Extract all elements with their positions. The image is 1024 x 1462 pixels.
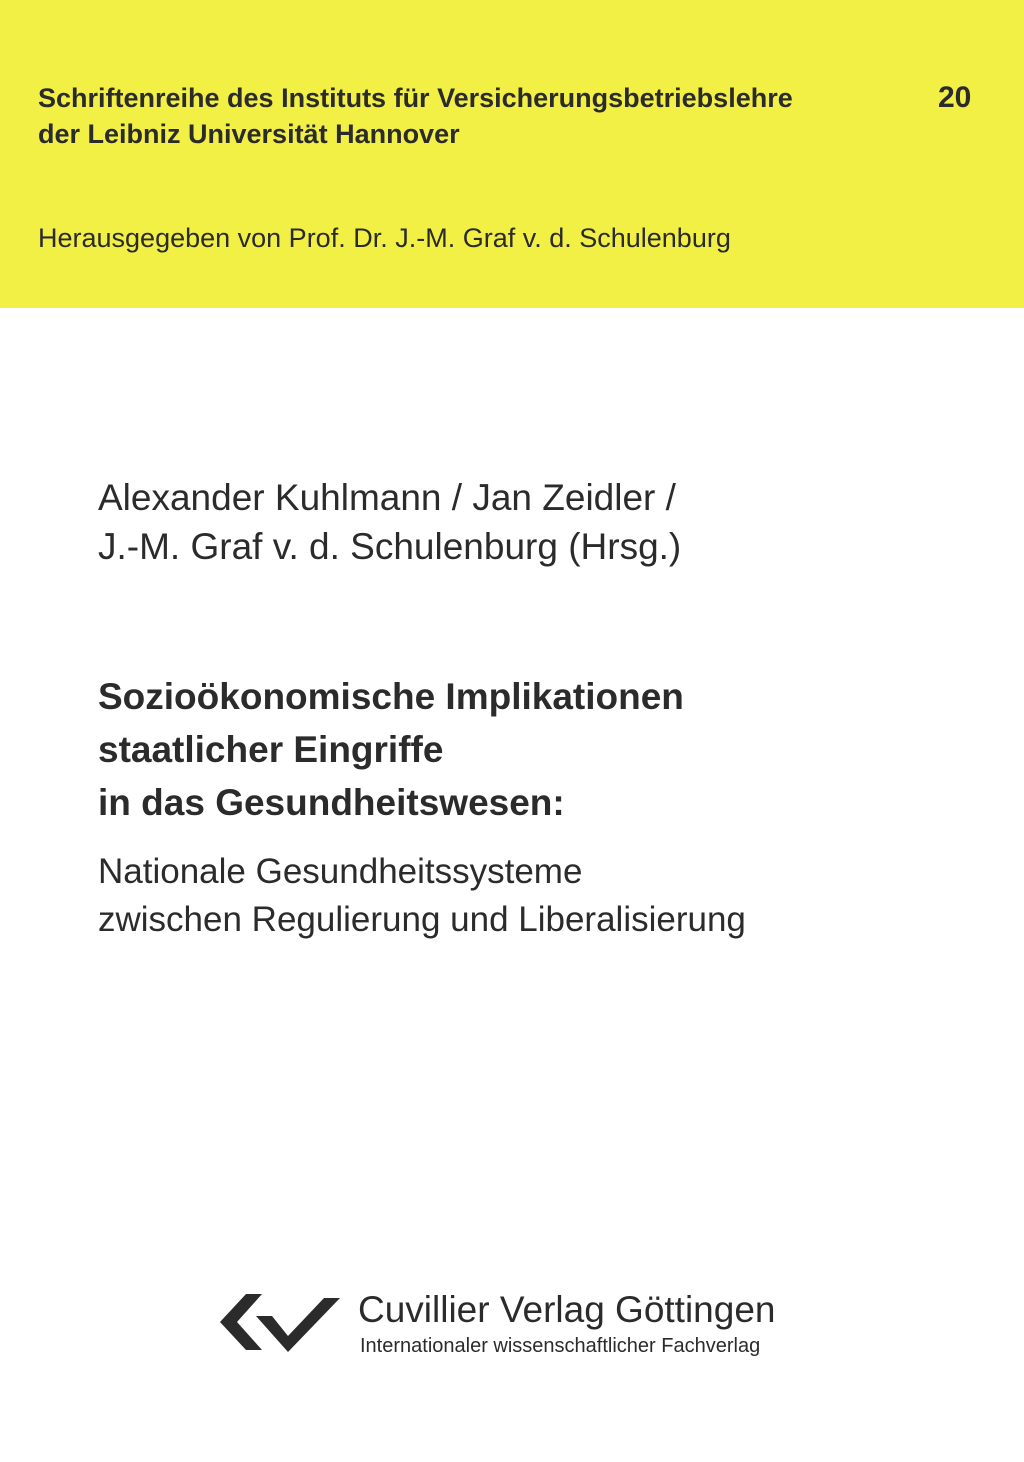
book-subtitle-line: zwischen Regulierung und Liberalisierung <box>98 900 746 939</box>
authors <box>98 473 681 571</box>
book-title-line: staatlicher Eingriffe <box>98 729 444 770</box>
publisher-name: Cuvillier Verlag Göttingen <box>358 1289 776 1330</box>
book-subtitle <box>98 848 746 944</box>
book-title-line: in das Gesundheitswesen: <box>98 782 565 823</box>
publisher-tagline: Internationaler wissenschaftlicher Fachverlag <box>360 1335 761 1357</box>
book-subtitle-line: Nationale Gesundheitssysteme <box>98 852 583 891</box>
book-title-line: Sozioökonomische Implikationen <box>98 676 684 717</box>
series-title-line: der Leibniz Universität Hannover <box>38 119 460 149</box>
series-band <box>0 0 1024 308</box>
series-title <box>38 80 918 152</box>
series-volume-number: 20 <box>938 81 972 114</box>
series-title-line: Schriftenreihe des Instituts für Versicherungsbetriebslehre <box>38 83 793 113</box>
cuvillier-logo-icon <box>216 1290 342 1356</box>
authors-line: Alexander Kuhlmann / Jan Zeidler / <box>98 477 676 518</box>
book-title <box>98 670 684 829</box>
publisher-block <box>216 1286 836 1366</box>
authors-line: J.-M. Graf v. d. Schulenburg (Hrsg.) <box>98 526 682 567</box>
series-editor: Herausgegeben von Prof. Dr. J.-M. Graf v. d. Schulenburg <box>38 223 731 253</box>
